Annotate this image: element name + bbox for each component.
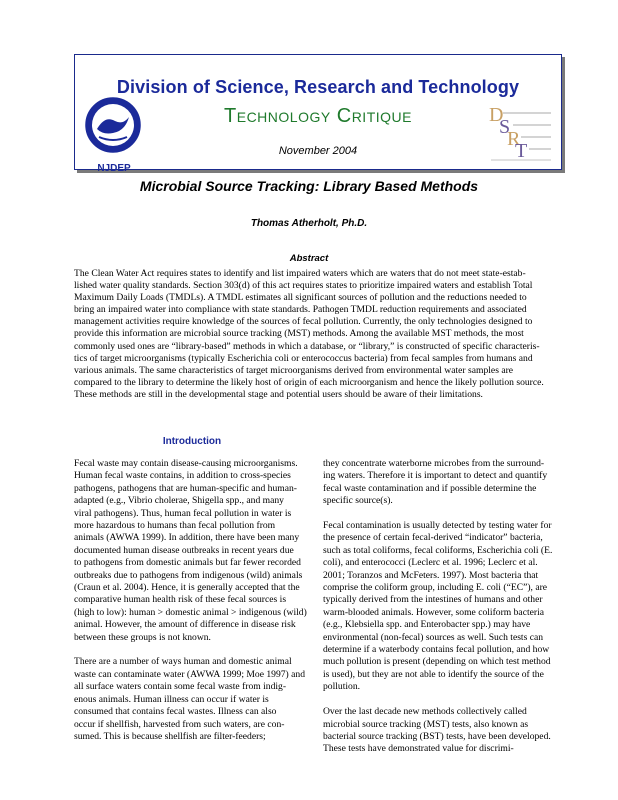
publication-date: November 2004 <box>278 145 358 157</box>
body-line: 2001; Toranzos and McFeters. 1997). Most bacteria that <box>323 569 539 581</box>
abstract-heading: Abstract <box>289 253 329 264</box>
body-line: pathogens, pathogens that are human-specific and human- <box>74 482 297 494</box>
header-banner <box>74 54 562 174</box>
paragraph <box>74 656 314 743</box>
publication-title: Technology Critique <box>224 105 412 127</box>
abstract-line: commonly used ones are “library-based” methods in which a database, or “library,” is constructed of specific characteris- <box>74 340 540 352</box>
introduction-heading: Introduction <box>162 436 222 447</box>
abstract-line: The Clean Water Act requires states to identify and list impaired waters which are waters that do not meet state-estab- <box>74 268 526 279</box>
division-name: Division of Science, Research and Technology <box>116 77 520 97</box>
body-line: comparative human health risk of these fecal sources is <box>74 594 287 606</box>
abstract-line: bring an impaired water into compliance with state standards. Pathogen TMDL reduction requirements and associated <box>74 304 527 316</box>
body-line: pollution. <box>323 681 361 693</box>
body-line: (e.g., Klebsiella spp. and Enterobacter spp.) may have <box>323 619 531 631</box>
body-line: to pathogens from domestic animals but far fewer recorded <box>74 557 301 569</box>
body-line: Fecal waste may contain disease-causing microorganisms. <box>74 458 298 469</box>
svg-text:R: R <box>507 128 521 150</box>
body-line: comprise the coliform group, including E. coli (“EC”), are <box>323 582 548 594</box>
abstract-line: management activities require knowledge of the sources of fecal pollution. Currently, the only technologies designed to <box>74 316 533 328</box>
svg-text:D: D <box>489 104 504 126</box>
abstract-line: Maximum Daily Loads (TMDLs). A TMDL estimates all significant sources of pollution and the reductions needed to <box>74 292 527 304</box>
body-line: all surface waters contain some fecal waste from indig- <box>74 681 287 693</box>
njdep-seal-icon <box>83 95 143 163</box>
body-line: environmental (non-fecal) sources as well. Such tests can <box>323 631 544 643</box>
body-line: ing waters. Therefore it is important to detect and quantify <box>323 470 548 482</box>
body-line: animal. However, the amount of difference in disease risk <box>74 619 296 631</box>
body-line: enous animals. Human illness can occur if water is <box>74 693 269 705</box>
paragraph <box>323 706 563 756</box>
abstract-line: compared to the library to determine the likely host of origin of each microorganism and hence the likely pollution source. <box>74 376 544 388</box>
njdep-label: NJDEP <box>97 163 131 174</box>
body-line: they concentrate waterborne microbes from the surround- <box>323 458 545 469</box>
body-line: animals (AWWA 1999). In addition, there have been many <box>74 532 300 544</box>
abstract-line: lished water quality standards. Section 303(d) of this act requires states to prioritize impaired waters and establish Total <box>74 280 533 292</box>
body-line: fecal waste contamination and if possible determine the <box>323 482 537 494</box>
svg-text:S: S <box>499 116 511 138</box>
abstract-line: tics of target microorganisms (typically Escherichia coli or enterococcus bacteria) from fecal samples from humans and <box>74 352 533 364</box>
body-line: There are a number of ways human and domestic animal <box>74 656 292 668</box>
abstract-line: provide this information are microbial source tracking (MST) methods. Among the available MST methods, the most <box>74 328 524 340</box>
body-line: much pollution is present (depending on which test method <box>323 656 551 668</box>
body-line: such as total coliforms, fecal coliforms, Escherichia coli (E. <box>323 544 553 556</box>
right-column <box>323 458 563 768</box>
body-line: coli), and enterococci (Leclerc et al. 1996; Leclerc et al. <box>323 557 538 569</box>
paragraph <box>323 520 563 694</box>
body-line: occur if shellfish, harvested from such waters, are con- <box>74 718 285 730</box>
body-line: microbial source tracking (MST) tests, also known as <box>323 718 529 730</box>
body-line: specific source(s). <box>323 495 393 507</box>
left-column <box>74 458 314 756</box>
body-line: waste can contaminate water (AWWA 1999; Moe 1997) and <box>74 668 306 680</box>
dsrt-logo-icon <box>485 103 555 163</box>
body-line: (high to low): human > domestic animal > indigenous (wild) <box>74 606 307 618</box>
body-line: These tests have demonstrated value for discrimi- <box>323 743 514 755</box>
abstract-line: various animals. The same characteristics of target microorganisms derived from environmental water samples are <box>74 364 514 376</box>
body-line: viral pathogens). Thus, human fecal pollution in water is <box>74 507 292 519</box>
body-line: sumed. This is because shellfish are filter-feeders; <box>74 730 266 742</box>
body-line: more hazardous to humans than fecal pollution from <box>74 520 276 532</box>
document-author: Thomas Atherholt, Ph.D. <box>250 218 368 229</box>
abstract-line: These methods are still in the developmental stage and potential users should be aware of their limitations. <box>74 388 483 400</box>
body-line: Fecal contamination is usually detected by testing water for <box>323 520 552 532</box>
body-line: bacterial source tracking (BST) tests, have been developed. <box>323 730 551 742</box>
body-line: the presence of certain fecal-derived “indicator” bacteria, <box>323 532 543 544</box>
body-line: documented human disease outbreaks in recent years due <box>74 544 294 556</box>
body-line: Over the last decade new methods collectively called <box>323 706 527 718</box>
body-line: outbreaks due to pathogens from indigenous (wild) animals <box>74 569 303 581</box>
body-line: (Craun et al. 2004). Hence, it is generally accepted that the <box>74 582 300 594</box>
body-line: is used), but they are not able to identify the source of the <box>323 668 544 680</box>
body-line: between these groups is not known. <box>74 631 211 643</box>
paragraph <box>323 458 563 508</box>
document-title: Microbial Source Tracking: Library Based Methods <box>139 178 479 194</box>
body-line: warm-blooded animals. However, some coliform bacteria <box>323 606 544 618</box>
body-line: typically derived from the intestines of humans and other <box>323 594 543 606</box>
abstract-text <box>74 268 560 401</box>
paragraph <box>74 458 314 644</box>
body-line: determine if a waterbody contains fecal pollution, and how <box>323 644 550 656</box>
body-line: Human fecal waste contains, in addition to cross-species <box>74 470 291 482</box>
body-line: consumed that contains fecal wastes. Illness can also <box>74 706 277 718</box>
body-line: adapted (e.g., Vibrio cholerae, Shigella spp., and many <box>74 495 284 507</box>
svg-text:T: T <box>515 140 528 162</box>
